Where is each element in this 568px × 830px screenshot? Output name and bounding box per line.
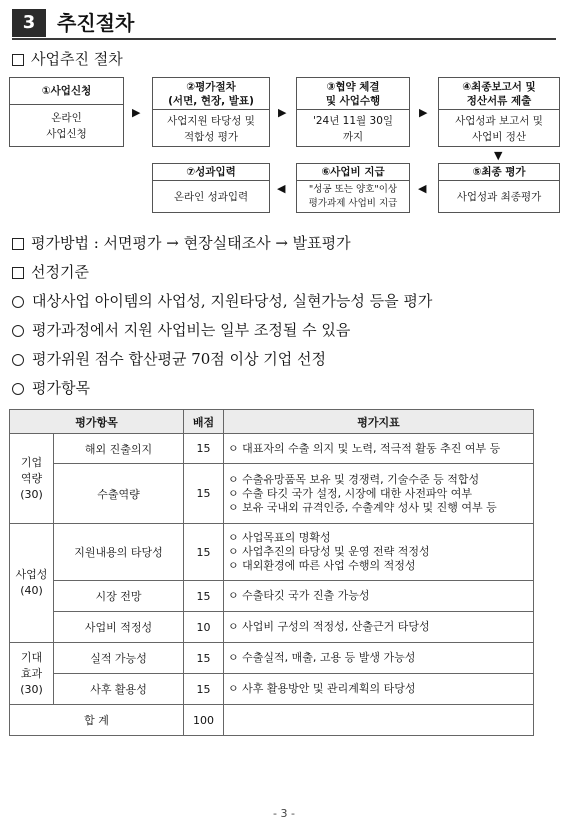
flow-step-body-line: 사업성과 보고서 및	[455, 114, 543, 127]
indicator-line: ㅇ 보유 국내외 규격인증, 수출계약 성사 및 진행 여부 등	[228, 500, 497, 514]
flow-step-body-line: 사업지원 타당성 및	[167, 114, 255, 127]
square-bullet-icon	[12, 54, 24, 66]
evaluation-table	[9, 409, 534, 736]
evaluation-method-line	[12, 233, 351, 253]
flow-step-title-line: ②평가절차	[186, 80, 236, 93]
criteria-bullet-text: 평가위원 점수 합산평균 70점 이상 기업 선정	[32, 350, 327, 368]
score-cell: 15	[184, 674, 224, 705]
indicator-line: ㅇ 수출유망품목 보유 및 경쟁력, 기술수준 등 적합성	[228, 472, 480, 486]
score-cell: 15	[184, 524, 224, 581]
flow-step-2	[152, 77, 270, 147]
table-header-row	[10, 410, 534, 434]
evaluation-method-text: 평가방법 : 서면평가 → 현장실태조사 → 발표평가	[31, 234, 351, 252]
group-name-line: 효과	[20, 666, 43, 680]
page-number: - 3 -	[273, 807, 295, 820]
flow-step-7	[152, 163, 270, 213]
criteria-bullet	[12, 349, 326, 369]
flow-step-title	[153, 78, 269, 110]
flow-step-title: ⑦성과입력	[153, 164, 269, 181]
indicator-cell	[224, 674, 534, 705]
table-row	[10, 674, 534, 705]
total-label: 합 계	[10, 705, 184, 736]
criteria-bullet-text: 평가과정에서 지원 사업비는 일부 조정될 수 있음	[32, 321, 351, 339]
indicator-line: ㅇ 대외환경에 따른 사업 수행의 적정성	[228, 559, 416, 572]
total-score: 100	[184, 705, 224, 736]
indicator-line: ㅇ 수출 타깃 국가 설정, 시장에 대한 사전파악 여부	[228, 486, 473, 500]
flow-step-title-line: ④최종보고서 및	[462, 80, 536, 93]
circle-bullet-icon	[12, 383, 24, 395]
circle-bullet-icon	[12, 354, 24, 366]
criteria-bullet	[12, 291, 432, 311]
square-bullet-icon	[12, 267, 24, 279]
group-cell	[10, 643, 54, 705]
score-cell: 15	[184, 581, 224, 612]
header-score: 배점	[184, 410, 224, 434]
arrow-right-icon: ▶	[419, 106, 428, 119]
group-cell	[10, 524, 54, 643]
flow-step-title-line: ③협약 체결	[326, 80, 380, 93]
item-cell: 시장 전망	[54, 581, 184, 612]
flow-step-body: 온라인 성과입력	[173, 191, 249, 203]
group-name-line: 역량	[20, 471, 43, 485]
indicator-cell	[224, 581, 534, 612]
flow-step-title	[297, 78, 409, 110]
flow-step-title: ⑤최종 평가	[439, 164, 559, 181]
flow-step-title: ①사업신청	[10, 78, 123, 105]
circle-bullet-icon	[12, 325, 24, 337]
square-bullet-icon	[12, 238, 24, 250]
indicator-cell	[224, 524, 534, 581]
score-cell: 10	[184, 612, 224, 643]
flow-step-body	[153, 110, 269, 147]
group-name-line: (30)	[20, 682, 43, 696]
flow-step-title	[439, 78, 559, 110]
item-cell: 사업비 적정성	[54, 612, 184, 643]
arrow-right-icon: ▶	[132, 106, 141, 119]
arrow-left-icon: ◀	[418, 182, 427, 195]
flow-step-body-line: '24년 11월 30일	[312, 114, 394, 127]
indicator-line: ㅇ 수출실적, 매출, 고용 등 발생 가능성	[228, 651, 416, 664]
flow-step-body	[10, 105, 123, 147]
procedure-heading	[12, 49, 123, 69]
flow-step-title-line: 및 사업수행	[325, 94, 381, 107]
flow-step-body-line: 적합성 평가	[183, 130, 239, 143]
arrow-down-icon: ▼	[494, 149, 503, 162]
criteria-bullet	[12, 320, 350, 340]
item-cell: 사후 활용성	[54, 674, 184, 705]
flow-step-body	[439, 110, 559, 147]
flow-step-title: ⑥사업비 지급	[297, 164, 409, 181]
flow-step-body-line: 평가과제 사업비 지급	[308, 198, 398, 209]
flow-step-1	[9, 77, 124, 147]
page-title: 추진절차	[57, 11, 135, 35]
group-name-line: 기대	[20, 650, 43, 664]
criteria-heading	[12, 262, 89, 282]
flow-step-body-line: 사업비 정산	[471, 130, 527, 143]
group-name-line: 기업	[20, 455, 43, 469]
indicator-line: ㅇ 사업비 구성의 적정성, 산출근거 타당성	[228, 620, 430, 633]
table-total-row	[10, 705, 534, 736]
table-row	[10, 612, 534, 643]
title-underline	[12, 38, 556, 40]
indicator-cell	[224, 464, 534, 524]
flow-step-body-line: 온라인	[51, 112, 82, 124]
flow-step-6	[296, 163, 410, 213]
criteria-bullet-text: 대상사업 아이템의 사업성, 지원타당성, 실현가능성 등을 평가	[32, 292, 433, 310]
group-name-line: (40)	[20, 584, 43, 597]
indicator-cell	[224, 612, 534, 643]
flow-step-body-line: 사업신청	[46, 128, 87, 140]
header-item: 평가항목	[10, 410, 184, 434]
arrow-left-icon: ◀	[277, 182, 286, 195]
section-number-badge: 3	[12, 9, 46, 37]
item-cell: 실적 가능성	[54, 643, 184, 674]
score-cell: 15	[184, 643, 224, 674]
table-row	[10, 643, 534, 674]
flow-step-5	[438, 163, 560, 213]
table-row	[10, 581, 534, 612]
procedure-heading-text: 사업추진 절차	[31, 50, 123, 68]
flow-step-title-line: (서면, 현장, 발표)	[168, 94, 254, 107]
indicator-line: ㅇ 대표자의 수출 의지 및 노력, 적극적 활동 추진 여부 등	[228, 441, 501, 455]
flow-step-4	[438, 77, 560, 147]
criteria-bullet	[12, 378, 90, 398]
table-row	[10, 464, 534, 524]
group-name-line: (30)	[20, 487, 43, 501]
item-cell: 수출역량	[54, 464, 184, 524]
indicator-line: ㅇ 수출타깃 국가 진출 가능성	[228, 589, 370, 602]
indicator-cell	[224, 643, 534, 674]
total-empty-cell	[224, 705, 534, 736]
indicator-line: ㅇ 사업목표의 명확성	[228, 531, 331, 544]
item-cell: 해외 진출의지	[54, 434, 184, 464]
criteria-bullet-text: 평가항목	[32, 379, 90, 397]
indicator-line: ㅇ 사후 활용방안 및 관리계획의 타당성	[228, 682, 416, 695]
indicator-cell	[224, 434, 534, 464]
flow-step-body	[297, 181, 409, 213]
flow-step-body-line: 까지	[342, 130, 364, 143]
header-indicator: 평가지표	[224, 410, 534, 434]
arrow-right-icon: ▶	[278, 106, 287, 119]
flow-step-body-line: "성공 또는 양호"이상	[308, 184, 398, 195]
circle-bullet-icon	[12, 296, 24, 308]
flow-step-title-line: 정산서류 제출	[466, 94, 532, 107]
flow-step-3	[296, 77, 410, 147]
indicator-line: ㅇ 사업추진의 타당성 및 운영 전략 적정성	[228, 545, 430, 558]
item-cell: 지원내용의 타당성	[54, 524, 184, 581]
score-cell: 15	[184, 434, 224, 464]
flow-step-body	[297, 110, 409, 147]
table-row	[10, 524, 534, 581]
flow-step-body: 사업성과 최종평가	[456, 191, 542, 203]
score-cell: 15	[184, 464, 224, 524]
table-row	[10, 434, 534, 464]
group-name-line: 사업성	[15, 568, 48, 581]
group-cell	[10, 434, 54, 524]
criteria-heading-text: 선정기준	[31, 263, 89, 281]
